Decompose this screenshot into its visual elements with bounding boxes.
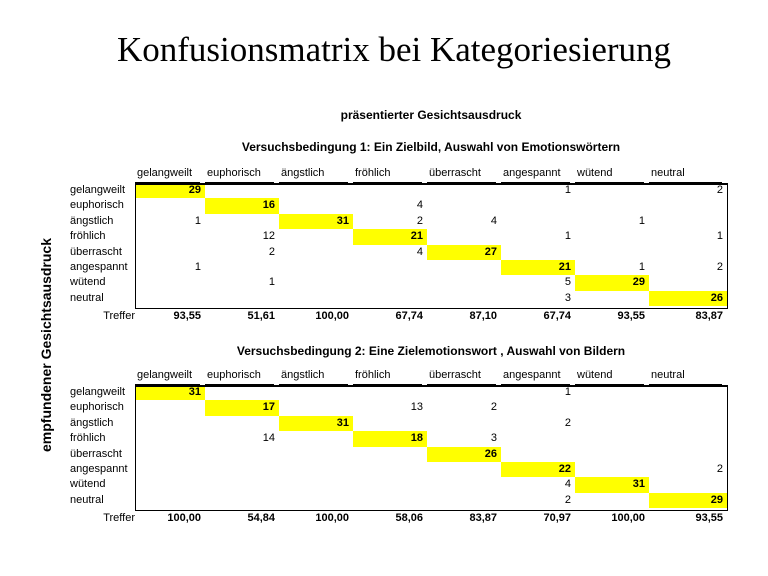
row-label: wütend [70, 478, 106, 491]
matrix-cell [135, 291, 205, 306]
matrix-cell [279, 275, 353, 290]
matrix-cell-highlight: 16 [205, 198, 279, 213]
matrix-cell: 2 [564, 416, 571, 429]
col-header: überrascht [427, 368, 496, 385]
treffer-value: 67,74 [395, 310, 423, 323]
matrix-cell [279, 447, 353, 462]
treffer-value: 67,74 [543, 310, 571, 323]
matrix-cell [427, 275, 501, 290]
top-axis-label: präsentierter Gesichtsausdruck [340, 108, 522, 122]
matrix-cell: 12 [262, 230, 275, 243]
matrix-cell [649, 400, 727, 415]
matrix-cell: 4 [416, 245, 423, 258]
treffer-value: 83,87 [469, 512, 497, 525]
treffer-label: Treffer [103, 512, 135, 525]
matrix-cell [279, 229, 353, 244]
col-header: euphorisch [205, 166, 274, 183]
col-header: euphorisch [205, 368, 274, 385]
matrix-cell: 2 [716, 260, 723, 273]
treffer-value: 58,06 [395, 512, 423, 525]
matrix-cell-highlight: 31 [575, 477, 649, 492]
matrix-cell [427, 198, 501, 213]
matrix-cell: 1 [564, 386, 571, 398]
matrix-cell [575, 385, 649, 400]
row-label: fröhlich [70, 230, 106, 243]
matrix-cell [353, 385, 427, 400]
matrix-cell [575, 198, 649, 213]
matrix-cell [575, 245, 649, 260]
treffer-value: 100,00 [611, 512, 645, 525]
table-corner [68, 366, 135, 385]
matrix-cell [427, 462, 501, 477]
treffer-value: 100,00 [315, 512, 349, 525]
matrix-cell [205, 462, 279, 477]
matrix-cell: 2 [490, 401, 497, 414]
matrix-cell [427, 385, 501, 400]
matrix-cell [353, 447, 427, 462]
confusion-table-2 [68, 366, 727, 530]
matrix-cell-highlight: 31 [279, 416, 353, 431]
col-header: fröhlich [353, 166, 422, 183]
matrix-cell-highlight: 31 [135, 385, 205, 400]
matrix-cell: 1 [564, 184, 571, 196]
matrix-cell [353, 260, 427, 275]
treffer-label: Treffer [103, 310, 135, 323]
row-label: gelangweilt [70, 184, 126, 196]
page-title: Konfusionsmatrix bei Kategoriesierung [116, 30, 672, 69]
table1-caption: Versuchsbedingung 1: Ein Zielbild, Auswahl von Emotionswörtern [241, 140, 621, 154]
matrix-cell: 1 [194, 214, 201, 227]
treffer-value: 100,00 [315, 310, 349, 323]
treffer-value: 83,87 [695, 310, 723, 323]
col-header: gelangweilt [135, 166, 200, 183]
matrix-cell [135, 400, 205, 415]
matrix-cell [353, 493, 427, 508]
row-label: euphorisch [70, 199, 124, 212]
matrix-cell [279, 477, 353, 492]
matrix-cell: 2 [716, 184, 723, 196]
matrix-cell [135, 245, 205, 260]
matrix-cell-highlight: 18 [353, 431, 427, 446]
matrix-cell [649, 477, 727, 492]
matrix-cell: 1 [564, 230, 571, 243]
matrix-cell [649, 275, 727, 290]
row-label: neutral [70, 291, 104, 304]
matrix-cell [427, 416, 501, 431]
matrix-cell [279, 183, 353, 198]
matrix-cell: 14 [262, 432, 275, 445]
table2-caption: Versuchsbedingung 2: Eine Zielemotionswort , Auswahl von Bildern [236, 344, 626, 358]
col-header: überrascht [427, 166, 496, 183]
treffer-value: 93,55 [617, 310, 645, 323]
matrix-cell: 4 [564, 478, 571, 491]
confusion-table-1 [68, 164, 727, 328]
matrix-cell [205, 477, 279, 492]
matrix-cell [135, 447, 205, 462]
matrix-cell: 5 [564, 276, 571, 289]
matrix-cell: 1 [638, 214, 645, 227]
col-header: wütend [575, 368, 644, 385]
matrix-cell: 2 [564, 493, 571, 506]
matrix-cell: 4 [490, 214, 497, 227]
row-label: ängstlich [70, 416, 114, 429]
matrix-cell [135, 477, 205, 492]
matrix-cell-highlight: 17 [205, 400, 279, 415]
matrix-cell [205, 447, 279, 462]
matrix-cell [501, 400, 575, 415]
matrix-cell [353, 275, 427, 290]
matrix-cell [279, 260, 353, 275]
matrix-cell: 3 [564, 291, 571, 304]
matrix-cell [427, 183, 501, 198]
matrix-cell [279, 385, 353, 400]
matrix-cell [649, 245, 727, 260]
matrix-cell [205, 260, 279, 275]
row-label: angespannt [70, 260, 128, 273]
matrix-cell [575, 400, 649, 415]
table-corner [68, 164, 135, 183]
matrix-cell [279, 400, 353, 415]
row-label: überrascht [70, 447, 122, 460]
matrix-cell [205, 385, 279, 400]
matrix-cell-highlight: 26 [427, 447, 501, 462]
matrix-cell [649, 447, 727, 462]
confusion-matrix-grid-1 [68, 164, 727, 328]
matrix-cell [575, 431, 649, 446]
treffer-value: 93,55 [695, 512, 723, 525]
row-label: überrascht [70, 245, 122, 258]
matrix-cell [575, 447, 649, 462]
matrix-cell [279, 431, 353, 446]
matrix-cell: 1 [716, 230, 723, 243]
matrix-cell [575, 291, 649, 306]
matrix-cell [135, 229, 205, 244]
matrix-cell [501, 447, 575, 462]
treffer-value: 87,10 [469, 310, 497, 323]
matrix-cell-highlight: 21 [501, 260, 575, 275]
matrix-cell [575, 416, 649, 431]
matrix-cell [135, 275, 205, 290]
matrix-cell [649, 214, 727, 229]
matrix-cell-highlight: 22 [501, 462, 575, 477]
matrix-cell [205, 416, 279, 431]
matrix-cell [649, 416, 727, 431]
matrix-cell-highlight: 31 [279, 214, 353, 229]
matrix-cell [135, 198, 205, 213]
matrix-cell [205, 493, 279, 508]
matrix-cell [279, 462, 353, 477]
confusion-matrix-grid-2 [68, 366, 727, 530]
matrix-cell: 2 [268, 245, 275, 258]
col-header: fröhlich [353, 368, 422, 385]
matrix-cell-highlight: 29 [649, 493, 727, 508]
row-label: angespannt [70, 462, 128, 475]
matrix-cell: 3 [490, 432, 497, 445]
matrix-cell: 1 [268, 276, 275, 289]
row-label: neutral [70, 493, 104, 506]
matrix-cell [353, 183, 427, 198]
matrix-cell [279, 493, 353, 508]
matrix-cell [353, 291, 427, 306]
matrix-cell [135, 493, 205, 508]
matrix-cell: 2 [416, 214, 423, 227]
matrix-cell [135, 416, 205, 431]
matrix-cell [575, 229, 649, 244]
matrix-cell [135, 431, 205, 446]
matrix-cell [575, 183, 649, 198]
col-header: ängstlich [279, 368, 348, 385]
matrix-cell-highlight: 26 [649, 291, 727, 306]
col-header: neutral [649, 368, 722, 385]
row-label: fröhlich [70, 432, 106, 445]
matrix-cell: 2 [716, 462, 723, 475]
matrix-cell [501, 214, 575, 229]
matrix-cell: 4 [416, 199, 423, 212]
matrix-cell [353, 416, 427, 431]
matrix-cell [501, 245, 575, 260]
matrix-cell [575, 462, 649, 477]
treffer-value: 70,97 [543, 512, 571, 525]
matrix-cell-highlight: 29 [135, 183, 205, 198]
matrix-cell [279, 198, 353, 213]
matrix-cell [649, 198, 727, 213]
matrix-cell [205, 291, 279, 306]
matrix-cell: 1 [638, 260, 645, 273]
matrix-cell [205, 183, 279, 198]
col-header: gelangweilt [135, 368, 200, 385]
matrix-cell [649, 431, 727, 446]
matrix-cell [205, 214, 279, 229]
matrix-cell [649, 385, 727, 400]
row-label: gelangweilt [70, 386, 126, 398]
treffer-value: 54,84 [247, 512, 275, 525]
matrix-cell [353, 462, 427, 477]
col-header: angespannt [501, 166, 570, 183]
treffer-value: 100,00 [167, 512, 201, 525]
matrix-cell [501, 198, 575, 213]
left-axis-label: empfundener Gesichtsausdruck [38, 238, 54, 452]
row-label: euphorisch [70, 401, 124, 414]
matrix-cell [427, 260, 501, 275]
matrix-cell [427, 229, 501, 244]
matrix-cell-highlight: 21 [353, 229, 427, 244]
matrix-cell [279, 291, 353, 306]
row-label: ängstlich [70, 214, 114, 227]
treffer-value: 93,55 [173, 310, 201, 323]
matrix-cell [575, 493, 649, 508]
matrix-cell: 13 [410, 401, 423, 414]
matrix-cell [427, 477, 501, 492]
matrix-cell: 1 [194, 260, 201, 273]
matrix-cell [427, 493, 501, 508]
matrix-cell-highlight: 29 [575, 275, 649, 290]
treffer-value: 51,61 [247, 310, 275, 323]
col-header: neutral [649, 166, 722, 183]
col-header: wütend [575, 166, 644, 183]
matrix-cell [135, 462, 205, 477]
matrix-cell-highlight: 27 [427, 245, 501, 260]
matrix-cell [501, 431, 575, 446]
matrix-cell [279, 245, 353, 260]
col-header: angespannt [501, 368, 570, 385]
matrix-cell [427, 291, 501, 306]
matrix-cell [353, 477, 427, 492]
row-label: wütend [70, 276, 106, 289]
col-header: ängstlich [279, 166, 348, 183]
